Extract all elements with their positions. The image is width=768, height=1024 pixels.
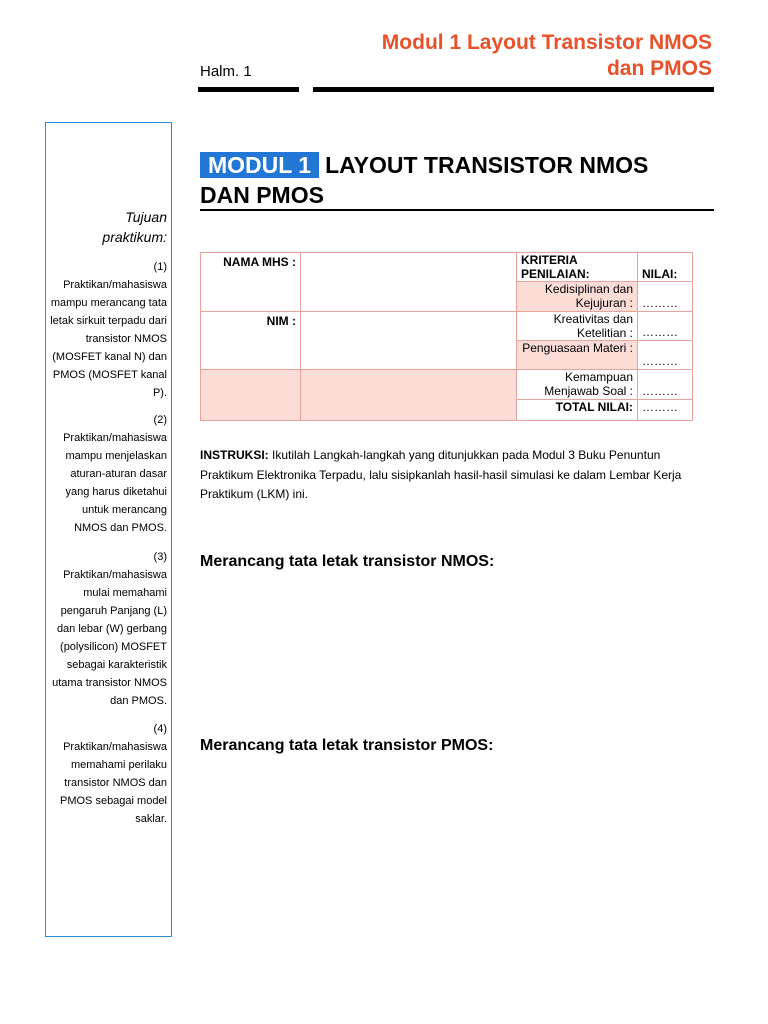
student-name-label: NAMA MHS : — [201, 253, 301, 312]
score-header: NILAI: — [638, 253, 693, 282]
header-title-line2: dan PMOS — [606, 57, 712, 80]
objective-item — [47, 720, 167, 828]
objective-text: Praktikan/mahasiswa mampu merancang tata letak sirkuit terpadu dari transistor NMOS (MOSFET kanal N) dan PMOS (MOSFET kanal P). — [50, 279, 167, 399]
student-name-field[interactable] — [301, 253, 517, 312]
module-title-line2: DAN PMOS — [200, 182, 324, 208]
objective-text: Praktikan/mahasiswa memahami perilaku transistor NMOS dan PMOS sebagai model saklar. — [60, 741, 167, 825]
header-rule-right — [313, 87, 714, 92]
objectives-sidebar — [45, 122, 172, 937]
instructions — [200, 446, 715, 505]
objective-item — [47, 411, 167, 537]
objective-item — [47, 258, 167, 402]
instructions-label: INSTRUKSI: — [200, 448, 269, 462]
page-number: Halm. 1 — [200, 63, 252, 80]
objective-number: (1) — [153, 261, 167, 273]
blank-cell — [201, 370, 301, 421]
criteria-score[interactable]: ……… — [638, 282, 693, 312]
module-title-rest: LAYOUT TRANSISTOR NMOS — [325, 152, 649, 178]
section-heading-pmos: Merancang tata letak transistor PMOS: — [200, 737, 494, 754]
objectives-heading — [52, 207, 167, 247]
objective-number: (3) — [153, 551, 167, 563]
total-score[interactable]: ……… — [638, 400, 693, 421]
objectives-heading-line1: Tujuan — [125, 209, 167, 225]
header-rule-left — [198, 87, 299, 92]
header-title-line1: Modul 1 Layout Transistor NMOS — [381, 31, 712, 54]
objective-number: (2) — [153, 414, 167, 426]
section-heading-nmos: Merancang tata letak transistor NMOS: — [200, 553, 495, 570]
criteria-label: Kedisiplinan dan Kejujuran : — [517, 282, 638, 312]
criteria-label: Kreativitas dan Ketelitian : — [517, 312, 638, 341]
criteria-label: Kemampuan Menjawab Soal : — [517, 370, 638, 400]
criteria-header: KRITERIA PENILAIAN: — [517, 253, 638, 282]
running-header-title — [292, 30, 712, 82]
title-rule — [200, 209, 714, 211]
criteria-label: Penguasaan Materi : — [517, 341, 638, 370]
module-badge: MODUL 1 — [200, 152, 319, 178]
blank-cell — [301, 370, 517, 421]
nim-label: NIM : — [201, 312, 301, 370]
objective-text: Praktikan/mahasiswa mulai memahami pengaruh Panjang (L) dan lebar (W) gerbang (polysilicon) MOSFET sebagai karakteristik utama transistor NMOS dan PMOS. — [52, 569, 167, 707]
criteria-score[interactable]: ……… — [638, 312, 693, 341]
criteria-score[interactable]: ……… — [638, 370, 693, 400]
objective-number: (4) — [153, 723, 167, 735]
total-label: TOTAL NILAI: — [517, 400, 638, 421]
instructions-text: Ikutilah Langkah-langkah yang ditunjukkan pada Modul 3 Buku Penuntun Praktikum Elektronika Terpadu, lalu sisipkanlah hasil-hasil simulasi ke dalam Lembar Kerja Praktikum (LKM) ini. — [200, 448, 682, 501]
objective-item — [47, 548, 167, 710]
nim-field[interactable] — [301, 312, 517, 370]
module-title — [200, 150, 715, 210]
objectives-heading-line2: praktikum: — [102, 229, 167, 245]
criteria-score[interactable]: ……… — [638, 341, 693, 370]
evaluation-table — [200, 252, 693, 421]
objective-text: Praktikan/mahasiswa mampu menjelaskan aturan-aturan dasar yang harus diketahui untuk merancang NMOS dan PMOS. — [63, 432, 167, 534]
